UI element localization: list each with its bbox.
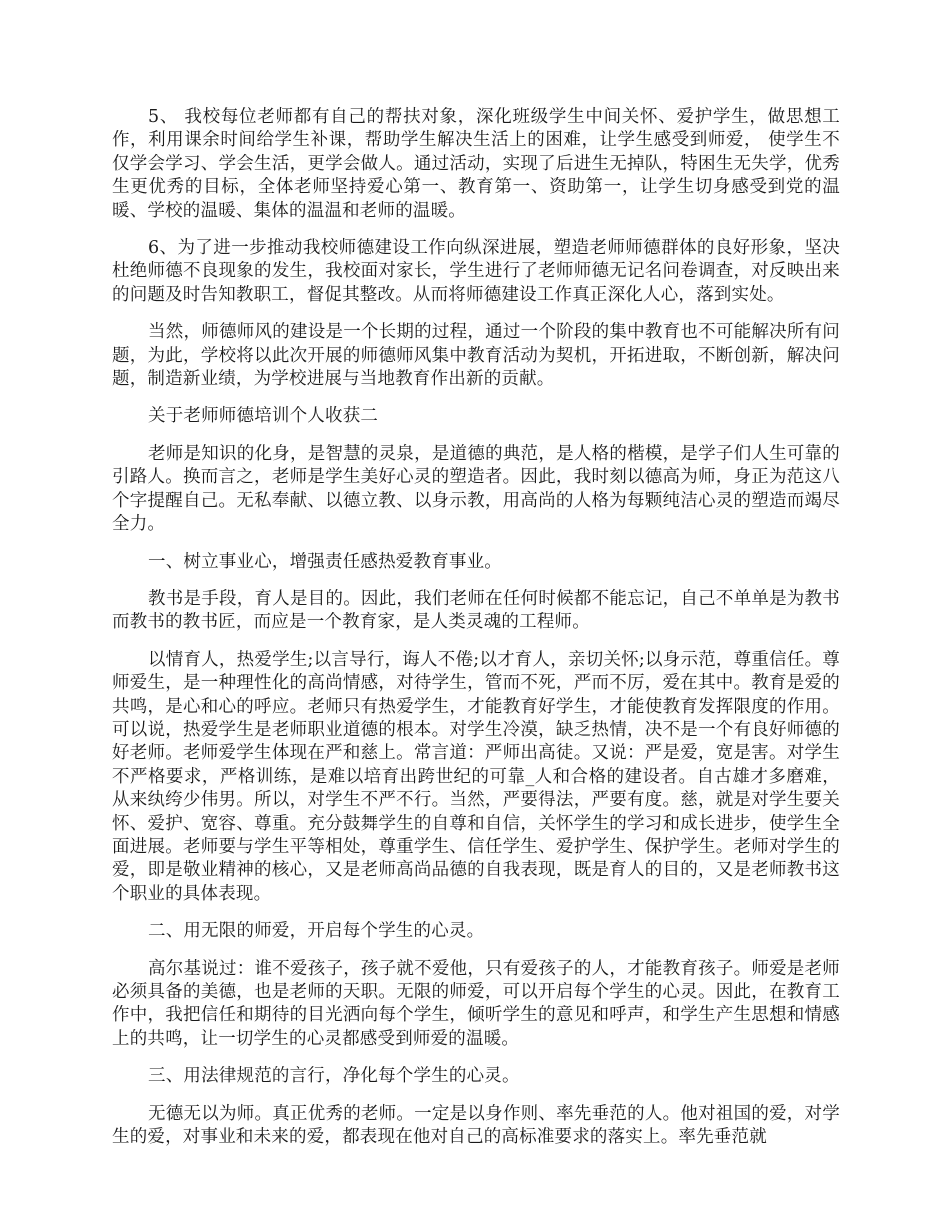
heading-one: 一、树立事业心，增强责任感热爱教育事业。 xyxy=(148,551,502,572)
paragraph-item-5: 5、 我校每位老师都有自己的帮扶对象，深化班级学生中间关怀、爱护学生，做思想工作，利用课余时间给学生补课，帮助学生解决生活上的困难，让学生感受到师爱， 使学生不仅学会学习、学会生活，更学会做人。通过活动，实现了后进生无掉队，特困生无失学，优秀生更优秀的目标，全体老师坚持爱心第一、教育第一、资助第一，让学生切身感受到党的温暖、学校的温暖、集体的温温和老师的温暖。 xyxy=(112,107,840,221)
heading-three: 三、用法律规范的言行，净化每个学生的心灵。 xyxy=(148,1066,520,1087)
document-body xyxy=(112,106,840,1163)
paragraph-teaching: 教书是手段，育人是目的。因此，我们老师在任何时候都不能忘记，自己不单单是为教书而教书的教书匠，而应是一个教育家，是人类灵魂的工程师。 xyxy=(112,588,840,633)
paragraph-love-students: 以情育人，热爱学生;以言导行，诲人不倦;以才育人，亲切关怀;以身示范，尊重信任。尊师爱生，是一种理性化的高尚情感，对待学生，管而不死，严而不厉，爱在其中。教育是爱的共鸣，是心和心的呼应。老师只有热爱学生，才能教育好学生，才能使教育发挥限度的作用。可以说，热爱学生是老师职业道德的根本。对学生冷漠，缺乏热情，决不是一个有良好师德的好老师。老师爱学生体现在严和慈上。常言道：严师出高徒。又说：严是爱，宽是害。对学生不严格要求，严格训练，是难以培育出跨世纪的可靠_人和合格的建设者。自古雄才多磨难，从来纨绔少伟男。所以，对学生不严不行。当然，严要得法，严要有度。慈，就是对学生要关怀、爱护、宽容、尊重。充分鼓舞学生的自尊和自信，关怀学生的学习和成长进步，使学生全面进展。老师要与学生平等相处，尊重学生、信任学生、爱护学生、保护学生。老师对学生的爱，即是敬业精神的核心，又是老师高尚品德的自我表现，既是育人的目的，又是老师教书这个职业的具体表现。 xyxy=(112,649,840,904)
paragraph-item-6: 6、为了进一步推动我校师德建设工作向纵深进展，塑造老师师德群体的良好形象，坚决杜绝师德不良现象的发生，我校面对家长，学生进行了老师师德无记名问卷调查，对反映出来的问题及时告知教职工，督促其整改。从而将师德建设工作真正深化人心，落到实处。 xyxy=(112,238,840,305)
paragraph-intro: 老师是知识的化身，是智慧的灵泉，是道德的典范，是人格的楷模，是学子们人生可靠的引路人。换而言之，老师是学生美好心灵的塑造者。因此，我时刻以德高为师，身正为范这八个字提醒自己。无私奉献、以德立教、以身示教，用高尚的人格为每颗纯洁心灵的塑造而竭尽全力。 xyxy=(112,443,840,535)
paragraph-conclusion: 当然，师德师风的建设是一个长期的过程，通过一个阶段的集中教育也不可能解决所有问题，为此，学校将以此次开展的师德师风集中教育活动为契机，开拓进取，不断创新，解决问题，制造新业绩，为学校进展与当地教育作出新的贡献。 xyxy=(112,322,840,390)
heading-two: 二、用无限的师爱，开启每个学生的心灵。 xyxy=(148,921,485,942)
paragraph-virtue: 无德无以为师。真正优秀的老师。一定是以身作则、率先垂范的人。他对祖国的爱，对学生的爱，对事业和未来的爱，都表现在他对自己的高标准要求的落实上。率先垂范就 xyxy=(112,1103,840,1148)
paragraph-gorky: 高尔基说过：谁不爱孩子，孩子就不爱他，只有爱孩子的人，才能教育孩子。师爱是老师必须具备的美德，也是老师的天职。无限的师爱，可以开启每个学生的心灵。因此，在教育工作中，我把信任和期待的目光洒向每个学生，倾听学生的意见和呼声，和学生产生思想和情感上的共鸣，让一切学生的心灵都感受到师爱的温暖。 xyxy=(112,958,840,1049)
section-title: 关于老师师德培训个人收获二 xyxy=(148,406,379,427)
